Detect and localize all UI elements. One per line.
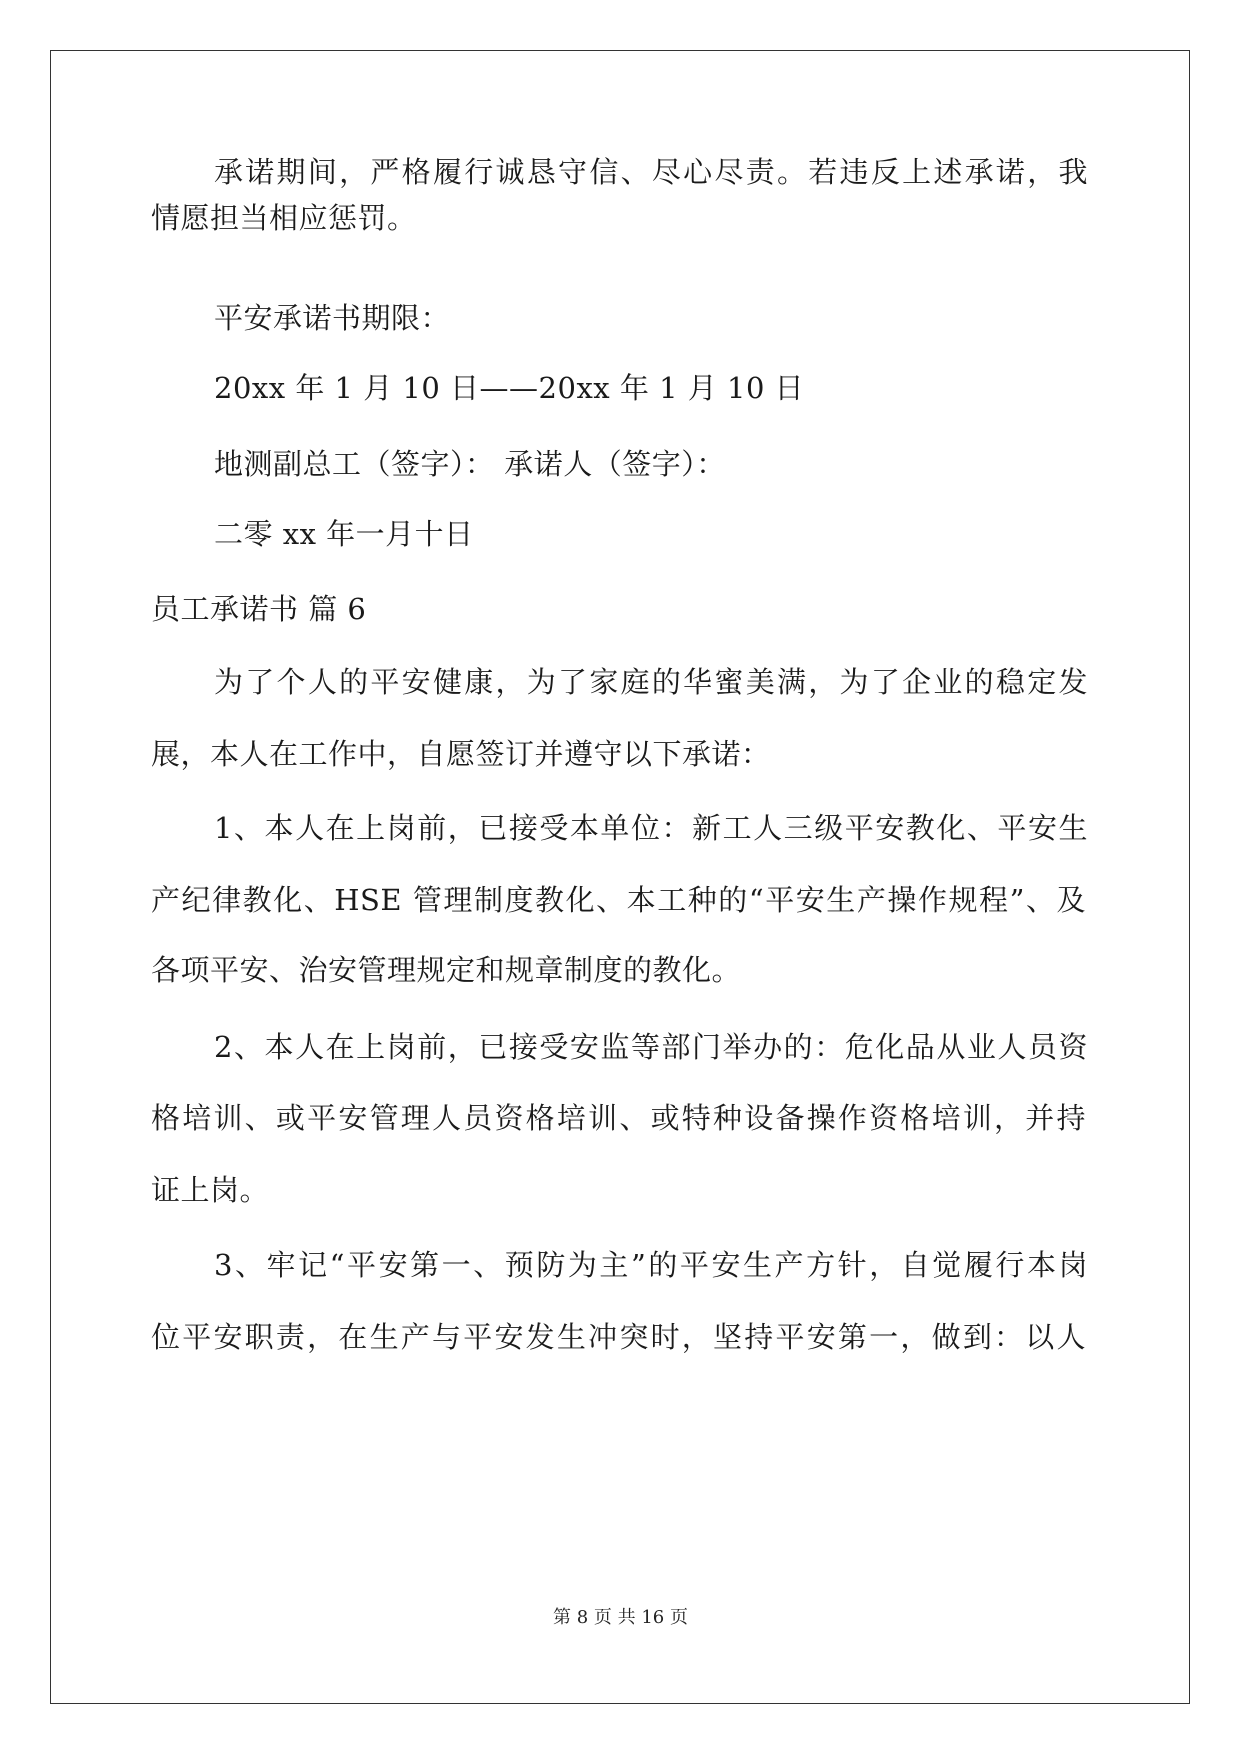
signature-line: 地测副总工（签字）： 承诺人（签字）： [214,447,726,481]
paragraph-line: 1、本人在上岗前，已接受本单位：新工人三级平安教化、平安生 [214,811,1088,845]
paragraph-line: 位平安职责，在生产与平安发生冲突时，坚持平安第一，做到：以人 [151,1320,1086,1354]
paragraph-line: 为了个人的平安健康，为了家庭的华蜜美满，为了企业的稳定发 [214,665,1088,699]
paragraph-line: 平安承诺书期限： [214,301,451,335]
paragraph-line: 展，本人在工作中，自愿签订并遵守以下承诺： [151,737,771,771]
paragraph-line: 情愿担当相应惩罚。 [151,201,417,235]
paragraph-line: 2、本人在上岗前，已接受安监等部门举办的：危化品从业人员资 [214,1030,1088,1064]
paragraph-line: 格培训、或平安管理人员资格培训、或特种设备操作资格培训，并持 [151,1101,1086,1135]
section-heading: 员工承诺书 篇 6 [151,592,367,626]
paragraph-line: 承诺期间，严格履行诚恳守信、尽心尽责。若违反上述承诺，我 [214,155,1088,189]
paragraph-line: 产纪律教化、HSE 管理制度教化、本工种的“平安生产操作规程”、及 [151,883,1086,917]
paragraph-line: 证上岗。 [151,1173,270,1207]
paragraph-line: 3、牢记“平安第一、预防为主”的平安生产方针，自觉履行本岗 [214,1248,1088,1282]
paragraph-line: 各项平安、治安管理规定和规章制度的教化。 [151,953,742,987]
date-line: 二零 xx 年一月十日 [214,517,474,551]
date-range-line: 20xx 年 1 月 10 日——20xx 年 1 月 10 日 [214,371,805,405]
page-footer: 第 8 页 共 16 页 [553,1607,688,1628]
